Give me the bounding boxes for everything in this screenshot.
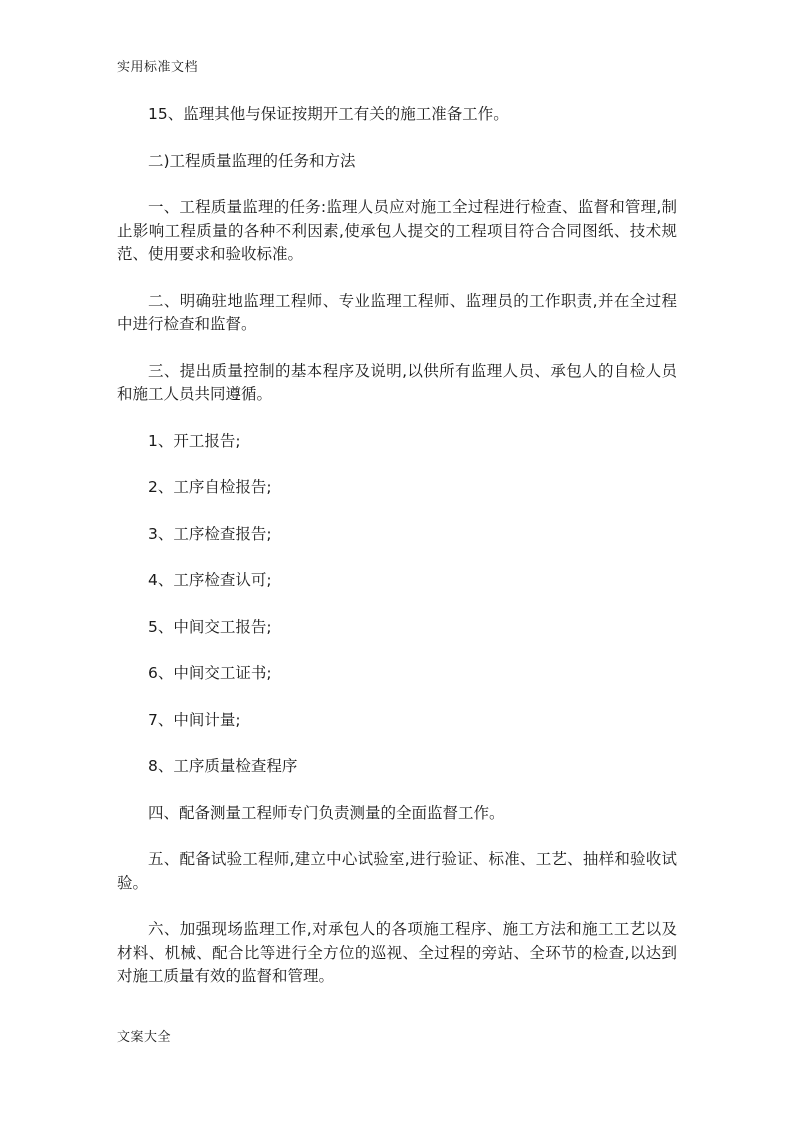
paragraph-surveying: 四、配备测量工程师专门负责测量的全面监督工作。 (148, 803, 505, 822)
paragraph-item-15: 15、监理其他与保证按期开工有关的施工准备工作。 (148, 105, 509, 123)
section-heading-quality-supervision: 二)工程质量监理的任务和方法 (148, 151, 356, 170)
page-header: 实用标准文档 (117, 60, 199, 75)
list-item: 2、工序自检报告; (148, 478, 272, 496)
list-item: 6、中间交工证书; (148, 664, 272, 682)
document-body (117, 103, 677, 1012)
list-item: 3、工序检查报告; (148, 524, 272, 543)
paragraph-task: 一、工程质量监理的任务:监理人员应对施工全过程进行检查、监督和管理,制止影响工程质量的各种不利因素,使承包人提交的工程项目符合合同图纸、技术规范、使用要求和验收标准。 (117, 198, 677, 263)
paragraph-duties: 二、明确驻地监理工程师、专业监理工程师、监理员的工作职责,并在全过程中进行检查和监督。 (117, 291, 677, 333)
page-footer: 文案大全 (117, 1030, 172, 1045)
list-item: 7、中间计量; (148, 710, 241, 729)
list-item: 4、工序检查认可; (148, 571, 272, 589)
list-item: 1、开工报告; (148, 431, 241, 450)
list-item: 5、中间交工报告; (148, 617, 272, 636)
paragraph-procedure: 三、提出质量控制的基本程序及说明,以供所有监理人员、承包人的自检人员和施工人员共同遵循。 (117, 361, 677, 403)
paragraph-testing: 五、配备试验工程师,建立中心试验室,进行验证、标准、工艺、抽样和验收试验。 (117, 850, 677, 892)
list-item: 8、工序质量检查程序 (148, 757, 298, 775)
paragraph-site-supervision: 六、加强现场监理工作,对承包人的各项施工程序、施工方法和施工工艺以及材料、机械、配合比等进行全方位的巡视、全过程的旁站、全环节的检查,以达到对施工质量有效的监督和管理。 (117, 920, 677, 985)
